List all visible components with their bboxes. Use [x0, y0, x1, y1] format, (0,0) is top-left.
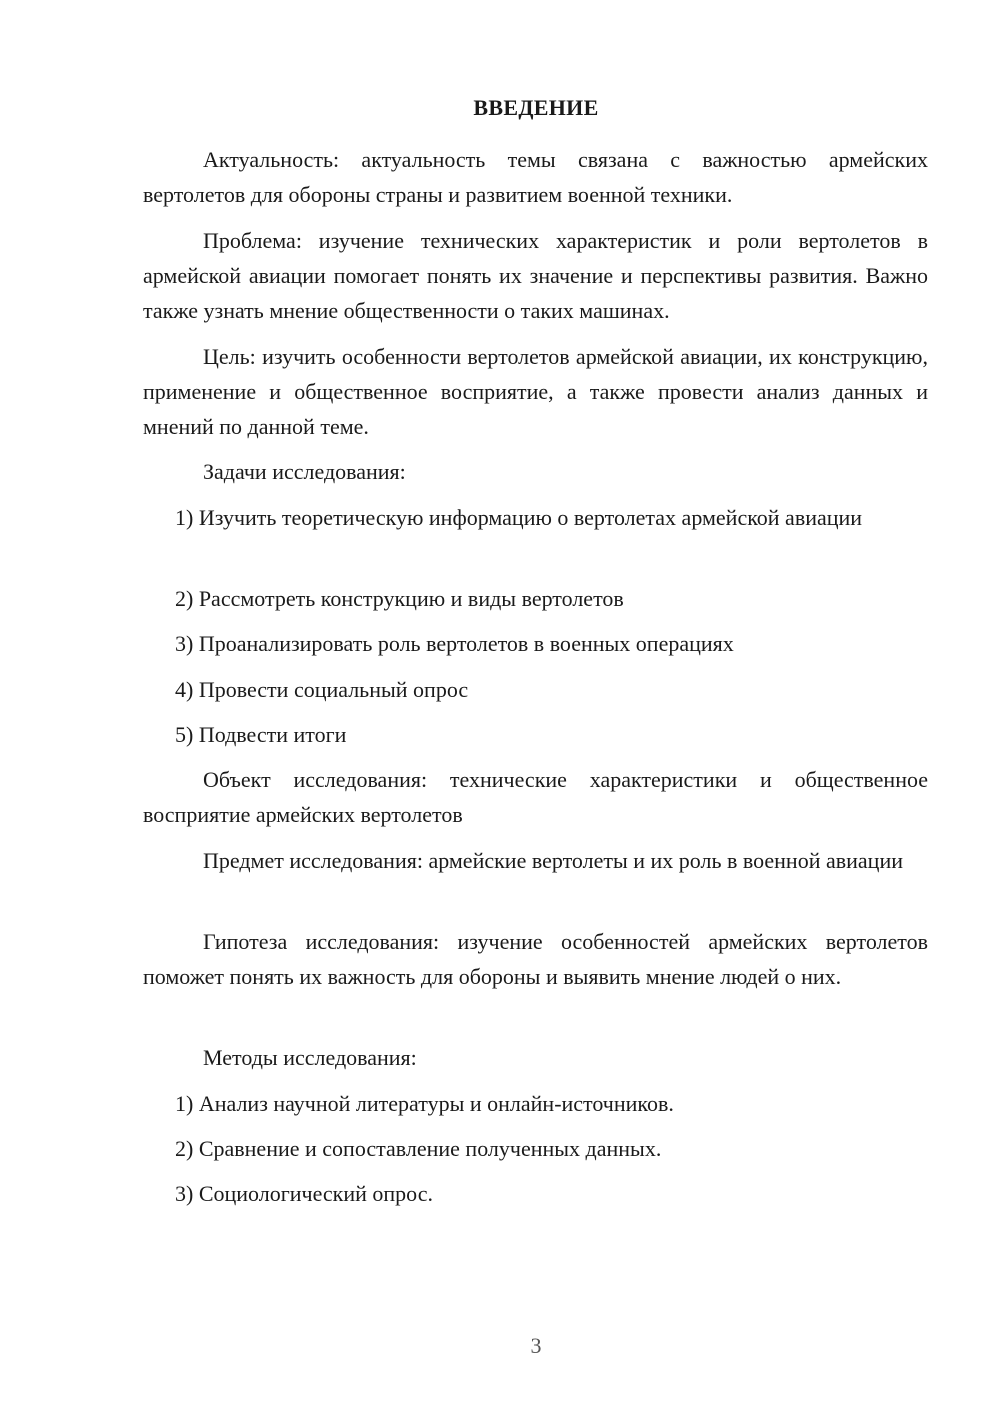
subject-paragraph: Предмет исследования: армейские вертолеты и их роль в военной авиации — [203, 848, 903, 873]
page-title: ВВЕДЕНИЕ — [473, 95, 599, 120]
object-paragraph: Объект исследования: технические характеристики и общественное восприятие армейских вертолетов — [143, 767, 928, 827]
task-item-1: 1) Изучить теоретическую информацию о вертолетах армейской авиации — [175, 505, 863, 530]
relevance-paragraph: Актуальность: актуальность темы связана с важностью армейских вертолетов для обороны страны и развитием военной техники. — [143, 147, 928, 207]
method-item-1: 1) Анализ научной литературы и онлайн-источников. — [175, 1091, 674, 1116]
task-item-3: 3) Проанализировать роль вертолетов в военных операциях — [175, 631, 734, 656]
task-item-2: 2) Рассмотреть конструкцию и виды вертолетов — [175, 586, 624, 611]
tasks-heading: Задачи исследования: — [203, 459, 406, 484]
methods-heading: Методы исследования: — [203, 1045, 417, 1070]
problem-paragraph: Проблема: изучение технических характеристик и роли вертолетов в армейской авиации помогает понять их значение и перспективы развития. Важно также узнать мнение общественности о таких машинах. — [143, 228, 928, 323]
method-item-3: 3) Социологический опрос. — [175, 1181, 433, 1206]
method-item-2: 2) Сравнение и сопоставление полученных данных. — [175, 1136, 662, 1161]
page-number: 3 — [530, 1333, 542, 1358]
task-item-5: 5) Подвести итоги — [175, 722, 347, 747]
task-item-4: 4) Провести социальный опрос — [175, 677, 469, 702]
hypothesis-paragraph: Гипотеза исследования: изучение особенностей армейских вертолетов поможет понять их важность для обороны и выявить мнение людей о них. — [143, 929, 928, 989]
goal-paragraph: Цель: изучить особенности вертолетов армейской авиации, их конструкцию, применение и общественное восприятие, а также провести анализ данных и мнений по данной теме. — [143, 344, 928, 439]
